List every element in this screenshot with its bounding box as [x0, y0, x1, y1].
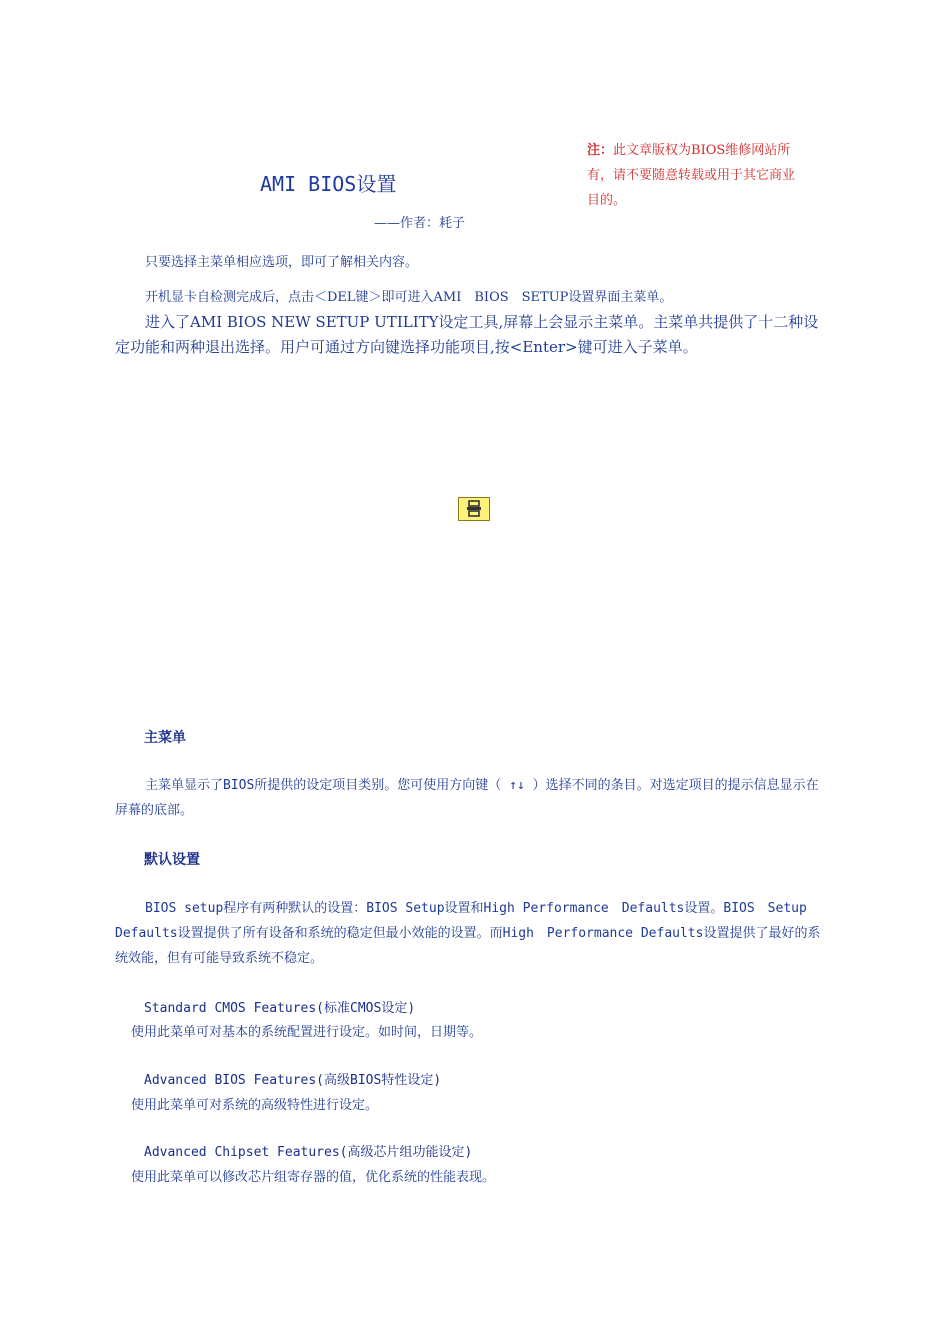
item-advanced-bios-title: Advanced BIOS Features(高级BIOS特性设定)	[144, 1073, 442, 1088]
copyright-notice	[587, 138, 807, 213]
broken-image-icon	[458, 497, 490, 521]
defaults-description: BIOS setup程序有两种默认的设置：BIOS Setup设置和High Performance Defaults设置。BIOS Setup Defaults设置提供了所有设备和系统的稳定但最小效能的设置。而High Performance Defaults设置提供了最好的系统效能，但有可能导致系统不稳定。	[115, 901, 821, 966]
item-advanced-bios-desc: 使用此菜单可对系统的高级特性进行设定。	[131, 1098, 379, 1113]
item-standard-cmos-title: Standard CMOS Features(标准CMOS设定)	[144, 1001, 416, 1016]
item-advanced-chipset-title: Advanced Chipset Features(高级芯片组功能设定)	[144, 1145, 473, 1160]
intro-paragraph-3: 进入了AMI BIOS NEW SETUP UTILITY设定工具,屏幕上会显示主菜单。主菜单共提供了十二种设定功能和两种退出选择。用户可通过方向键选择功能项目,按<Enter>键可进入子菜单。	[115, 313, 819, 356]
notice-label: 注：	[587, 143, 614, 158]
item-advanced-chipset-desc: 使用此菜单可以修改芯片组寄存器的值，优化系统的性能表现。	[131, 1170, 496, 1185]
item-standard-cmos-desc: 使用此菜单可对基本的系统配置进行设定。如时间，日期等。	[131, 1025, 483, 1040]
notice-text: 此文章版权为BIOS维修网站所有，请不要随意转载或用于其它商业目的。	[587, 143, 796, 208]
page-title: AMI BIOS设置	[260, 172, 397, 196]
heading-defaults: 默认设置	[144, 852, 200, 868]
intro-paragraph-2: 开机显卡自检测完成后，点击＜DEL键＞即可进入AMI BIOS SETUP设置界面主菜单。	[145, 290, 673, 305]
author-line: ——作者：耗子	[374, 216, 466, 231]
intro-paragraph-1: 只要选择主菜单相应选项，即可了解相关内容。	[145, 255, 419, 270]
heading-main-menu: 主菜单	[144, 730, 186, 746]
main-menu-description: 主菜单显示了BIOS所提供的设定项目类别。您可使用方向键（ ↑↓ ）选择不同的条目。对选定项目的提示信息显示在屏幕的底部。	[115, 778, 819, 818]
